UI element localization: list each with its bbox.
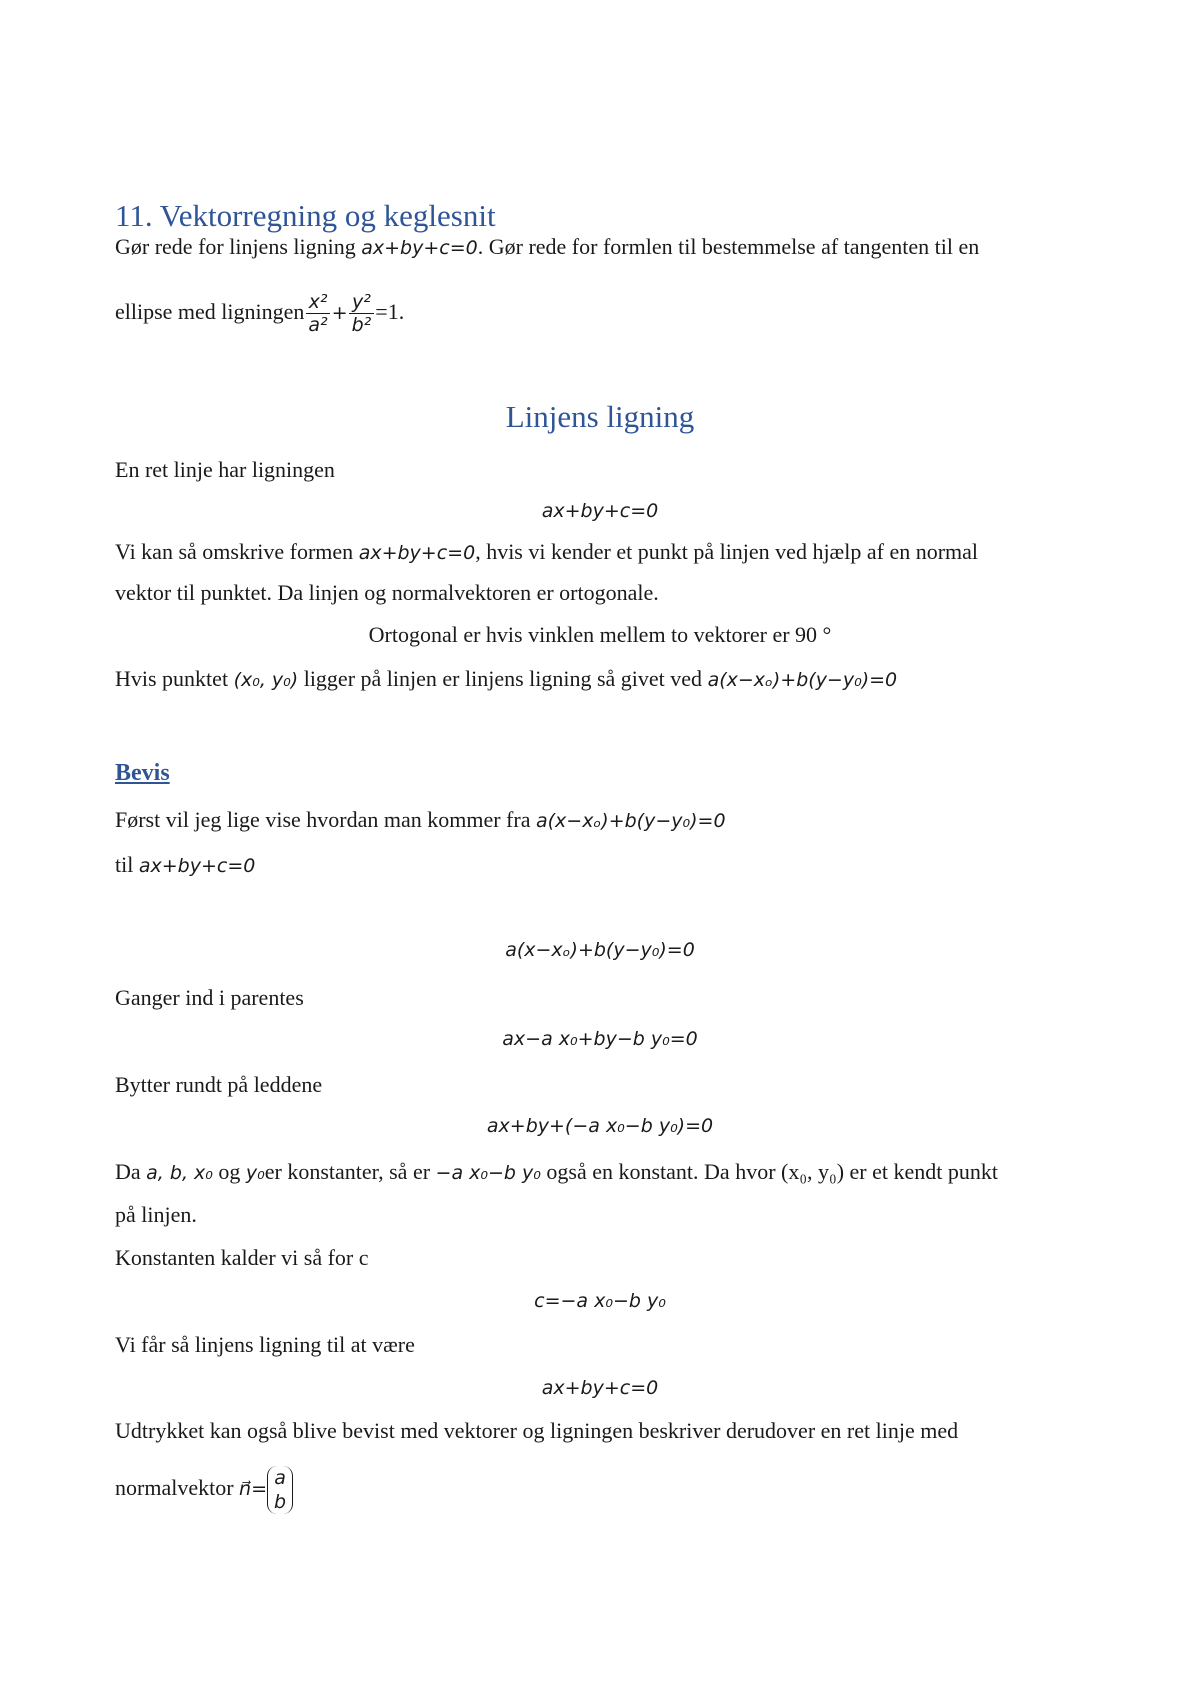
equation: a(x−xₒ)+b(y−y₀)=0: [505, 939, 695, 961]
paragraph: til ax+by+c=0: [115, 852, 256, 877]
paragraph: Konstanten kalder vi så for c: [115, 1245, 369, 1270]
intro-text: . Gør rede for formlen til bestemmelse af tangenten til en: [477, 234, 980, 259]
bevis-heading: Bevis: [115, 760, 170, 786]
paragraph: normalvektor n⃗= a b: [115, 1462, 293, 1515]
paragraph: Hvis punktet (x₀, y₀) ligger på linjen er linjens ligning så givet ved a(x−xₒ)+b(y−y₀)=0: [115, 666, 898, 691]
paragraph: Udtrykket kan også blive bevist med vektorer og ligningen beskriver derudover en ret linje med: [115, 1418, 959, 1443]
equation: c=−a x₀−b y₀: [534, 1290, 666, 1312]
paragraph: Ganger ind i parentes: [115, 985, 304, 1010]
paragraph: Bytter rundt på leddene: [115, 1072, 323, 1097]
paragraph: Vi kan så omskrive formen ax+by+c=0, hvis vi kender et punkt på linjen ved hjælp af en normal: [115, 539, 979, 564]
centered-note: Ortogonal er hvis vinklen mellem to vektorer er 90 °: [368, 622, 832, 647]
paragraph: En ret linje har ligningen: [115, 457, 335, 482]
fraction-y: $\frac{\text{y²}}{\text{b²}}$: [349, 291, 375, 336]
paragraph: Da a, b, x₀ og y₀er konstanter, så er −a x₀−b y₀ også en konstant. Da hvor (x₀, y₀) er et kendt punkt: [115, 1159, 998, 1184]
document-title: 11. Vektorregning og keglesnit: [115, 198, 496, 233]
section-heading: Linjens ligning: [505, 399, 695, 434]
paragraph: vektor til punktet. Da linjen og normalvektoren er ortogonale.: [115, 580, 659, 605]
equation: ax+by+c=0: [541, 500, 659, 522]
math-expression: ax+by+c=0: [361, 237, 478, 259]
intro-text: =1.: [375, 299, 405, 324]
paragraph: Først vil jeg lige vise hvordan man kommer fra a(x−xₒ)+b(y−y₀)=0: [115, 807, 726, 832]
paragraph: Vi får så linjens ligning til at være: [115, 1332, 415, 1357]
equation: ax+by+c=0: [541, 1377, 659, 1399]
intro-line-2: ellipse med ligningen $\frac{\text{x²}}{\text{a²}}$ + $\frac{\text{y²}}{\text{b²}}$ =1.: [115, 291, 405, 337]
equation: ax+by+(−a x₀−b y₀)=0: [486, 1115, 714, 1137]
intro-text: ellipse med ligningen: [115, 299, 305, 324]
fraction-x: $\frac{\text{x²}}{\text{a²}}$: [305, 291, 330, 336]
paragraph: på linjen.: [115, 1202, 197, 1227]
intro-line-1: [115, 232, 979, 263]
intro-text: Gør rede for linjens ligning: [115, 234, 362, 259]
equation: ax−a x₀+by−b y₀=0: [502, 1028, 698, 1050]
normal-vector: a b: [267, 1466, 293, 1514]
